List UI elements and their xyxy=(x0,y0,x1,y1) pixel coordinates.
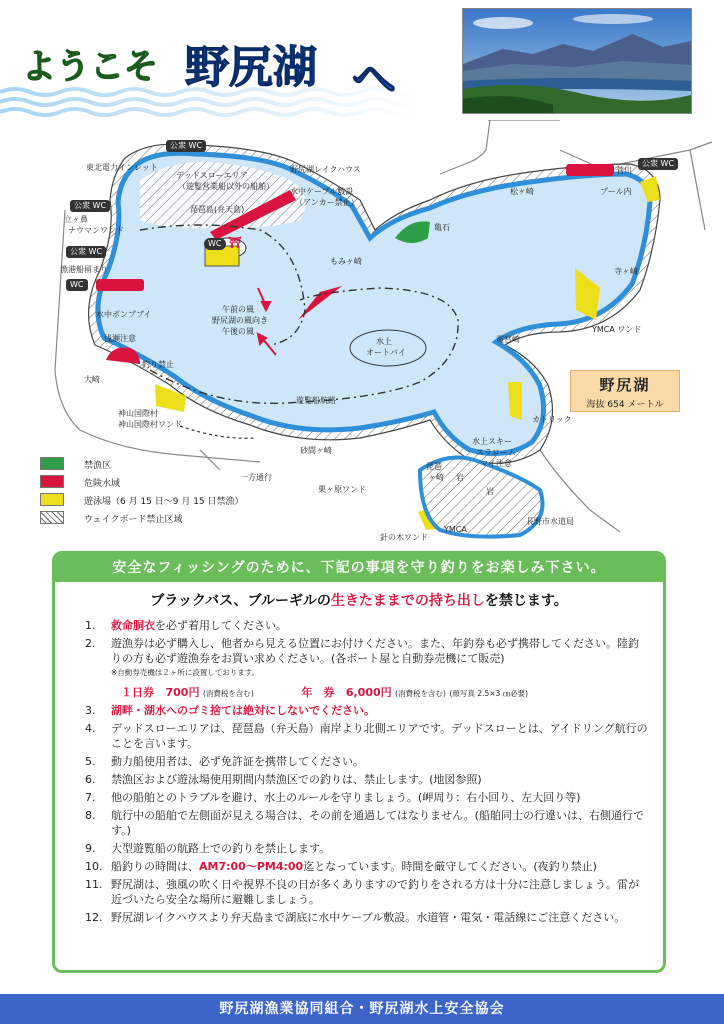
rule-text: 迄となっています。時間を厳守してください。(夜釣り禁止) xyxy=(303,860,597,873)
elevation-name: 野尻湖 xyxy=(599,376,651,394)
rule-item xyxy=(55,618,663,633)
map-label: 遊覧船航路 xyxy=(296,396,336,405)
rule-emphasis: AM7:00〜PM4:00 xyxy=(199,860,304,873)
map-label: 電宮崎 xyxy=(496,335,520,344)
welcome-banner xyxy=(0,0,460,120)
footer-banner: 野尻湖漁業協同組合・野尻湖水上安全協会 xyxy=(0,994,724,1024)
rule-number: 1. xyxy=(85,619,96,632)
rule-item xyxy=(55,841,663,856)
map-label: 神山国際村ワンド xyxy=(118,420,182,429)
ban-text: を禁じます。 xyxy=(484,593,568,609)
lake-title: 野尻湖 xyxy=(185,42,317,93)
rule-item xyxy=(55,910,663,925)
map-label: カトリック xyxy=(532,415,572,424)
rules-panel xyxy=(52,551,666,973)
rule-item xyxy=(55,859,663,874)
ticket-machine-label: 自動券売機 xyxy=(96,279,144,291)
map-label: 一方通行 xyxy=(240,473,272,482)
map-label: 長野市水道局 xyxy=(526,517,574,526)
map-label: ヶ崎 xyxy=(428,473,444,482)
rule-number: 11. xyxy=(85,878,103,891)
map-label: オートバイ xyxy=(366,348,406,357)
legend-label: 遊泳場（6 月 15 日〜9 月 15 日禁漁） xyxy=(84,497,244,507)
wc-label: 公衆 WC xyxy=(66,246,106,258)
map-label: 釣り禁止 xyxy=(142,360,174,369)
map-label: （アンカー禁止） xyxy=(295,198,359,207)
ticket-machine-label: 自動券売機 xyxy=(566,164,614,176)
rule-number: 10. xyxy=(85,860,103,873)
lake-map xyxy=(0,120,724,550)
rule-item xyxy=(55,754,663,769)
rule-text: 航行中の船舶で左側面が見える場合は、その前を通過してはなりません。(船舶同士の行違いは、右側通行です。) xyxy=(111,809,644,837)
rule-number: 8. xyxy=(85,809,96,822)
ban-emphasis: 生きたままでの持ち出し xyxy=(330,593,485,609)
price-day-label: １日券 xyxy=(121,686,154,699)
price-photo-note: (顔写真 2.5×3 ㎝必要) xyxy=(449,689,529,698)
legend-label: 危険水域 xyxy=(84,479,121,489)
map-label: 針の木ワンド xyxy=(380,533,428,542)
map-label: 水上スキー xyxy=(472,437,512,446)
price-line xyxy=(55,684,663,700)
rule-item xyxy=(55,772,663,787)
wc-label: 公衆 WC xyxy=(638,158,678,170)
wc-label: 公衆 WC xyxy=(166,140,206,152)
welcome-suffix: へ xyxy=(352,54,396,105)
map-label: 琵琶 xyxy=(426,462,442,471)
map-label: 神山国際村 xyxy=(118,409,158,418)
price-tax-note: (消費税を含む) xyxy=(202,689,254,698)
rule-item xyxy=(55,808,663,838)
rule-emphasis: 湖畔・湖水へのゴミ捨ては絶対にしないでください。 xyxy=(111,704,375,717)
map-label: 砂間ヶ崎 xyxy=(300,446,332,455)
rule-item xyxy=(55,877,663,907)
rule-item xyxy=(55,703,663,718)
legend-swatch-swim xyxy=(40,493,64,506)
rule-text: 野尻湖レイクハウスより弁天島まで湖底に水中ケーブル敷設。水道管・電気・電話線にご注意ください。 xyxy=(111,911,626,924)
legend-swatch-wakeboard xyxy=(40,511,64,524)
welcome-text: ようこそ xyxy=(22,47,158,87)
rule-number: 2. xyxy=(85,637,96,650)
map-label: 漁港船留まり xyxy=(60,265,108,274)
rule-number: 12. xyxy=(85,911,103,924)
map-label: 琵琶島(弁天島) xyxy=(190,205,245,214)
ban-text: ブラックバス、ブルーギルの xyxy=(150,593,331,609)
rule-item xyxy=(55,721,663,751)
rule-text: 禁漁区および遊泳場使用期間内禁漁区での釣りは、禁止します。(地図参照) xyxy=(111,773,482,786)
map-label: 水中ポンプブイ xyxy=(96,310,152,319)
rule-text: デッドスローエリアは、琵琶島（弁天島）南岸より北側エリアです。デッドスローとは、アイドリング航行のことを言います。 xyxy=(111,722,648,750)
map-label: 菅川 xyxy=(616,166,632,175)
rule-item xyxy=(55,790,663,805)
rule-number: 3. xyxy=(85,704,96,717)
map-label: 寺ヶ崎 xyxy=(614,267,638,276)
price-day: 700円 xyxy=(165,686,200,699)
legend-label: ウェイクボード禁止区域 xyxy=(84,515,183,525)
map-label: デッドスローエリア xyxy=(176,171,248,180)
rule-number: 9. xyxy=(85,842,96,855)
map-label: 松ヶ崎 xyxy=(510,187,534,196)
rule-number: 7. xyxy=(85,791,96,804)
map-label: 亀石 xyxy=(434,223,450,232)
map-label: 大崎 xyxy=(84,375,100,384)
map-label: 水上 xyxy=(376,337,392,346)
lake-photo xyxy=(462,8,692,114)
wc-label: WC xyxy=(204,238,226,250)
map-label: 東北電力インレット xyxy=(86,163,158,172)
map-label: 岩 xyxy=(486,487,494,496)
map-label: マイ注意 xyxy=(480,459,512,468)
rule-number: 5. xyxy=(85,755,96,768)
elevation-height: 海抜 654 メートル xyxy=(586,400,664,410)
map-label: スラローム xyxy=(476,448,516,457)
map-label: 野尻湖の風向き xyxy=(212,316,268,325)
map-label: プール内 xyxy=(600,187,632,196)
rule-text: 船釣りの時間は、 xyxy=(111,860,199,873)
map-label: 立ヶ鼻 xyxy=(64,215,88,224)
wc-label: WC xyxy=(66,279,88,291)
map-label: 水中ケーブル敷設 xyxy=(290,187,354,196)
wc-label: 公衆 WC xyxy=(70,200,110,212)
map-label: 浅瀬注意 xyxy=(104,334,136,343)
rule-text: を必ず着用してください。 xyxy=(155,619,287,632)
map-label: YMCA xyxy=(444,525,467,534)
price-year: 6,000円 xyxy=(345,686,392,699)
map-label: 午前の風 xyxy=(222,305,254,314)
map-label: 栗ヶ原ワンド xyxy=(318,485,366,494)
rule-text: 他の船舶とのトラブルを避け、水上のルールを守りましょう。(岬周り：右小回り、左大回り等) xyxy=(111,791,581,804)
map-label: （遊覧営業船以外の船舶） xyxy=(178,182,274,191)
legend-swatch-danger xyxy=(40,475,64,488)
rule-text: 野尻湖は、強風の吹く日や視界不良の日が多くありますので釣りをされる方は十分に注意しましょう。雷が近づいたら安全な場所に避難しましょう。 xyxy=(111,878,639,906)
map-label: YMCA ワンド xyxy=(592,325,642,334)
elevation-box xyxy=(570,370,680,412)
rule-number: 6. xyxy=(85,773,96,786)
rule-item xyxy=(55,636,663,666)
map-label: 野尻湖レイクハウス xyxy=(290,165,361,174)
shrine-icon: ⛩ xyxy=(228,236,242,249)
rule-text: 動力船使用者は、必ず免許証を携帯してください。 xyxy=(111,755,364,768)
legend-label: 禁漁区 xyxy=(84,461,112,471)
legend-swatch-fishban xyxy=(40,457,64,470)
map-label: ナウマンワンド xyxy=(68,226,124,235)
rule-text: 大型遊覧船の航路上での釣りを禁止します。 xyxy=(111,842,331,855)
ban-notice xyxy=(55,590,663,610)
rule-note: ※自動券売機は２ヶ所に設置しております。 xyxy=(111,668,260,677)
map-label: 午後の風 xyxy=(222,327,254,336)
map-label: もみヶ崎 xyxy=(330,257,362,266)
map-label: 岩 xyxy=(456,473,464,482)
rule-number: 4. xyxy=(85,722,96,735)
rules-heading: 安全なフィッシングのために、下記の事項を守り釣りをお楽しみ下さい。 xyxy=(55,554,663,582)
price-year-label: 年 券 xyxy=(301,686,335,699)
rule-text: 遊漁券は必ず購入し、他者から見える位置にお付けください。また、年釣券も必ず携帯してください。陸釣りの方も必ず遊漁券をお買い求めください。(各ボート屋と自動券売機にて販売) xyxy=(111,637,639,665)
rule-emphasis: 救命胴衣 xyxy=(111,619,155,632)
price-tax-note: (消費税を含む) xyxy=(395,689,446,698)
